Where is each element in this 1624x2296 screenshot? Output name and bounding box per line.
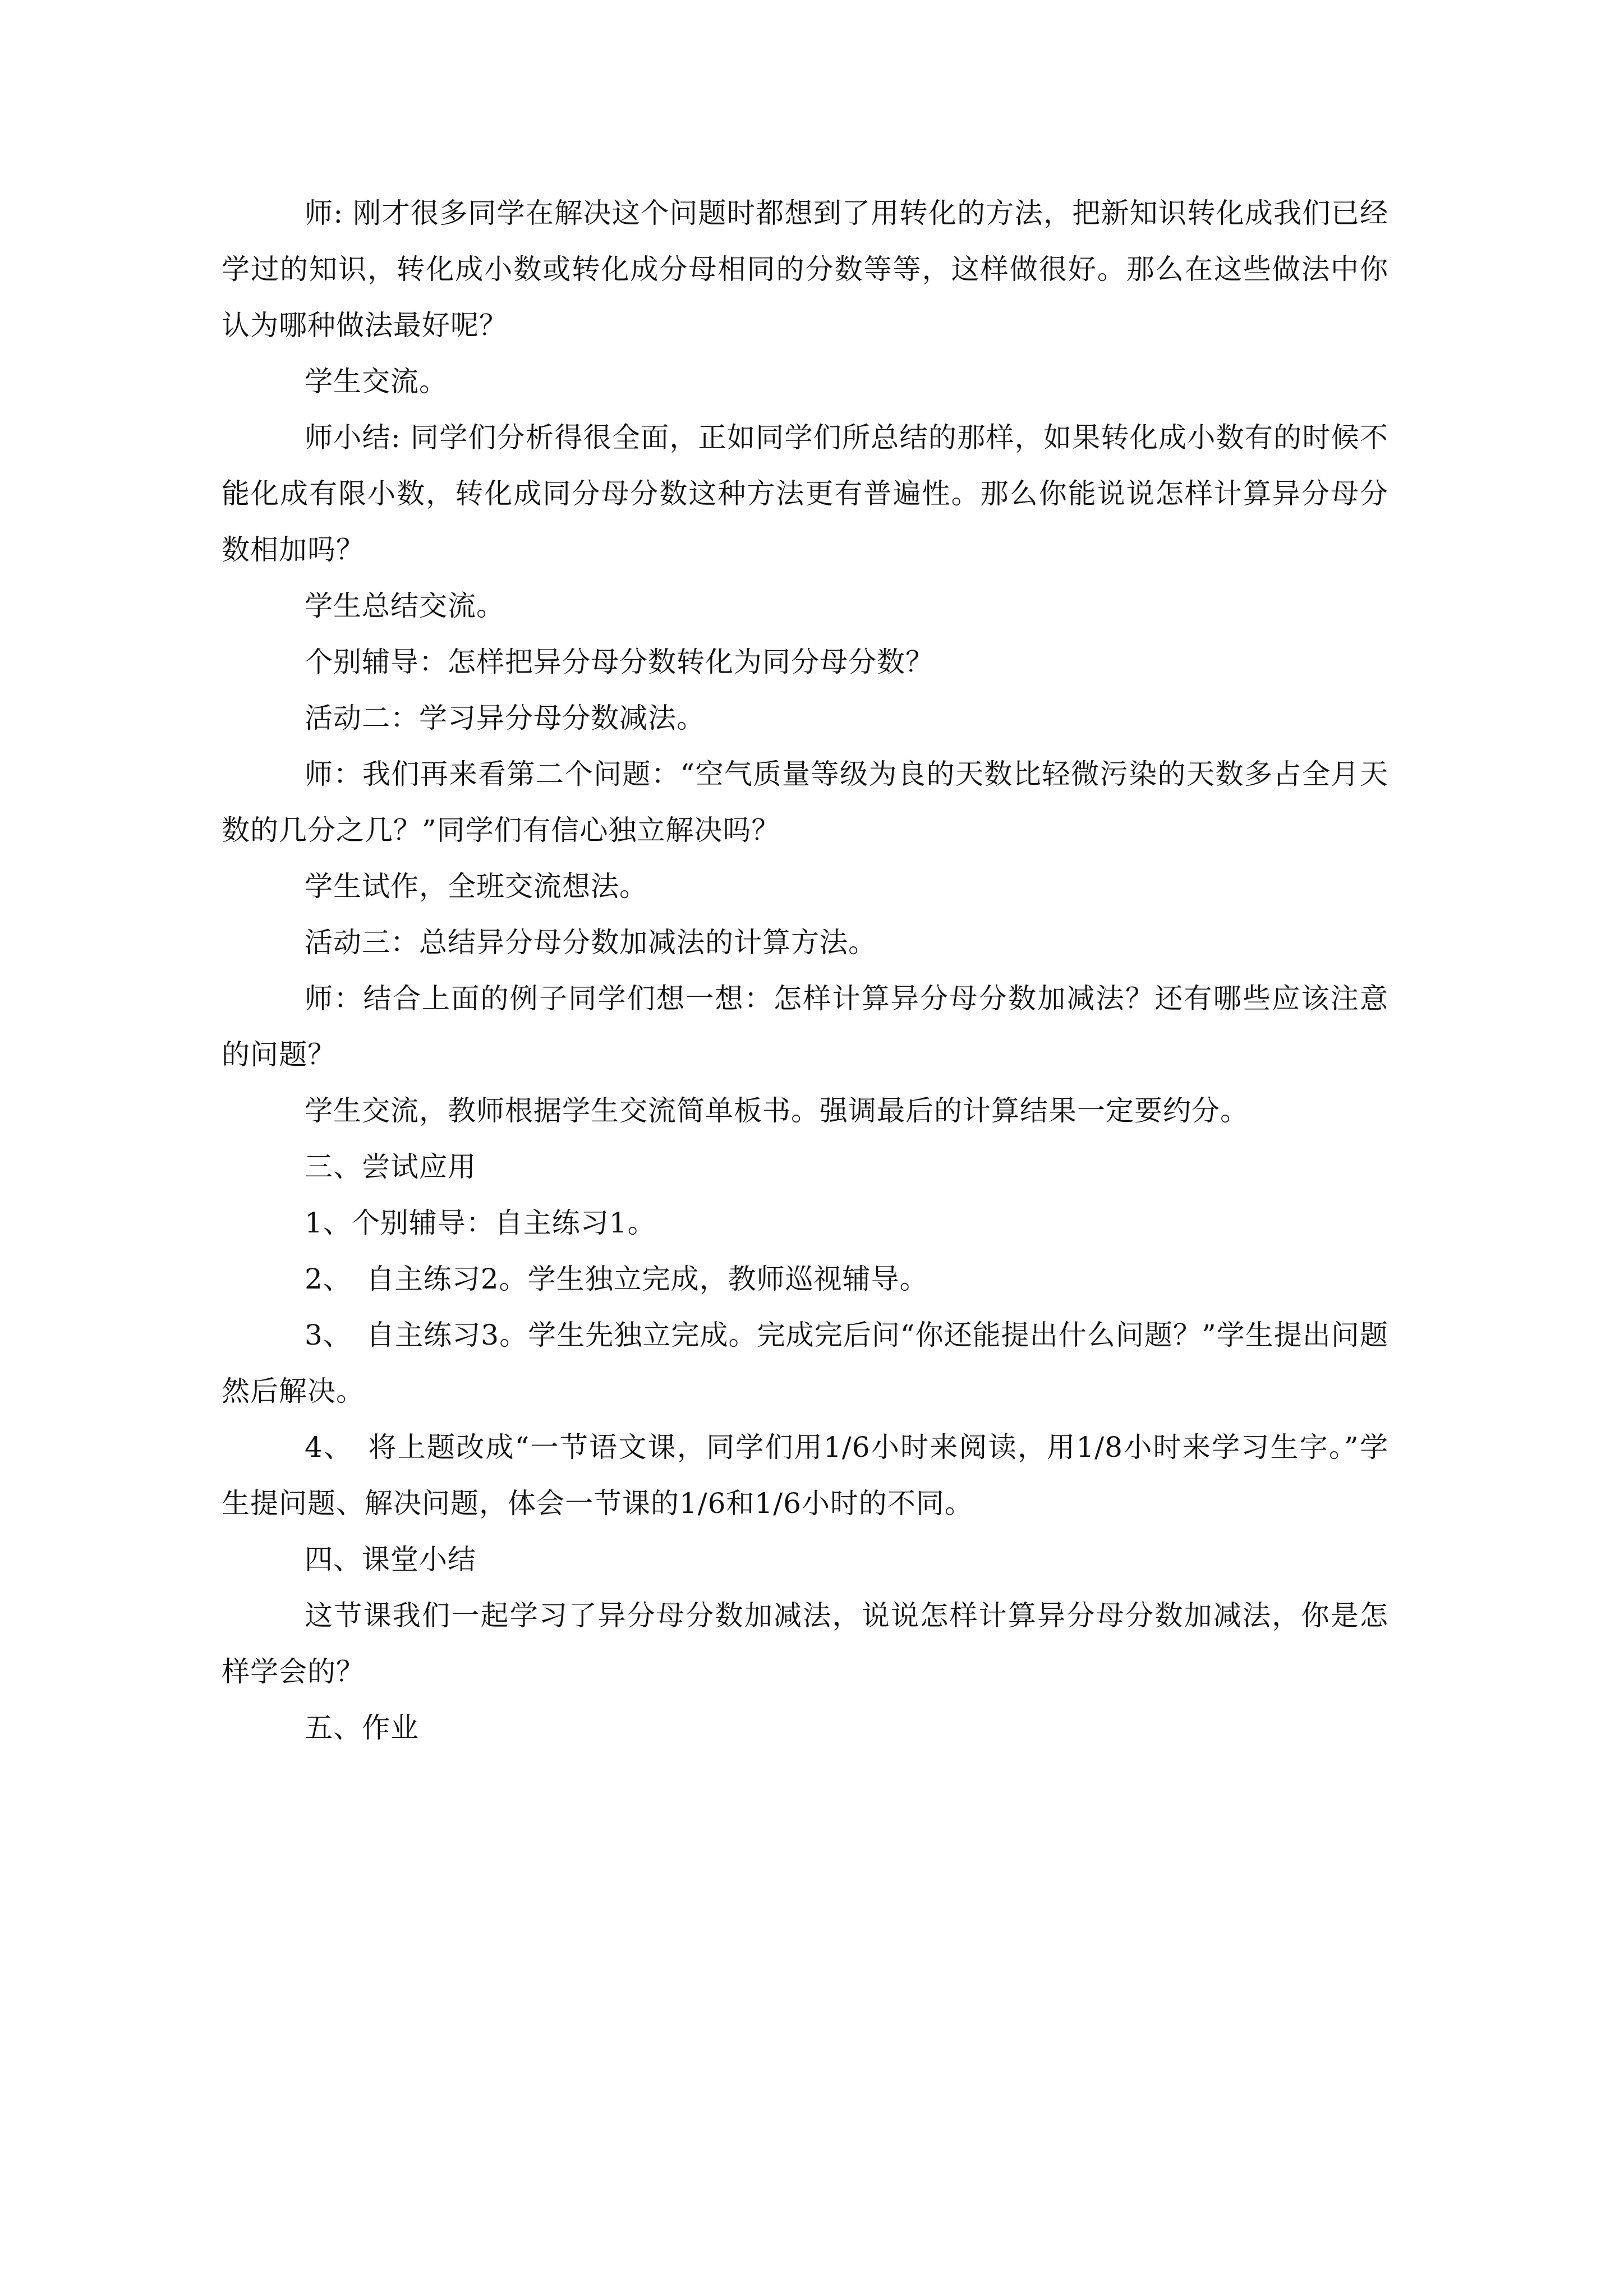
paragraph-teacher-summary: 师小结: 同学们分析得很全面，正如同学们所总结的那样，如果转化成小数有的时候不能化成有限小数，转化成同分母分数这种方法更有普遍性。那么你能说说怎样计算异分母分数相加吗？ bbox=[222, 421, 1388, 566]
paragraph-teacher-transform: 师: 刚才很多同学在解决这个问题时都想到了用转化的方法，把新知识转化成我们已经学过的知识，转化成小数或转化成分母相同的分数等等，这样做很好。那么在这些做法中你认为哪种做法最好呢？ bbox=[222, 197, 1388, 342]
paragraph-activity-three: 活动三：总结异分母分数加减法的计算方法。 bbox=[305, 926, 877, 959]
paragraph-activity-two: 活动二：学习异分母分数减法。 bbox=[305, 702, 705, 734]
paragraph-student-try: 学生试作，全班交流想法。 bbox=[305, 870, 648, 903]
paragraph-teacher-reflect: 师：结合上面的例子同学们想一想：怎样计算异分母分数加减法？还有哪些应该注意的问题？ bbox=[222, 982, 1388, 1071]
paragraph-student-exchange: 学生交流。 bbox=[305, 365, 448, 398]
section-heading-apply: 三、尝试应用 bbox=[305, 1151, 476, 1183]
list-item-3: 3、 自主练习3。学生先独立完成。完成完后问“你还能提出什么问题？”学生提出问题然后解决。 bbox=[222, 1319, 1388, 1407]
document-body bbox=[222, 185, 1388, 1756]
paragraph-board-writing: 学生交流，教师根据学生交流简单板书。强调最后的计算结果一定要约分。 bbox=[305, 1094, 1249, 1127]
section-heading-summary: 四、课堂小结 bbox=[305, 1543, 476, 1576]
list-item-2: 2、 自主练习2。学生独立完成，教师巡视辅导。 bbox=[305, 1263, 928, 1295]
paragraph-second-question: 师：我们再来看第二个问题：“空气质量等级为良的天数比轻微污染的天数多占全月天数的几分之几？”同学们有信心独立解决吗？ bbox=[222, 758, 1388, 846]
list-item-1: 1、个别辅导：自主练习1。 bbox=[305, 1207, 656, 1239]
paragraph-lesson-summary: 这节课我们一起学习了异分母分数加减法，说说怎样计算异分母分数加减法，你是怎样学会的？ bbox=[222, 1599, 1388, 1688]
list-item-4: 4、 将上题改成“一节语文课，同学们用1/6小时来阅读，用1/8小时来学习生字。”学生提问题、解决问题，体会一节课的1/6和1/6小时的不同。 bbox=[222, 1431, 1388, 1520]
paragraph-individual-guidance: 个别辅导：怎样把异分母分数转化为同分母分数？ bbox=[305, 646, 934, 678]
section-heading-homework: 五、作业 bbox=[305, 1711, 419, 1744]
paragraph-student-summary: 学生总结交流。 bbox=[305, 590, 505, 622]
